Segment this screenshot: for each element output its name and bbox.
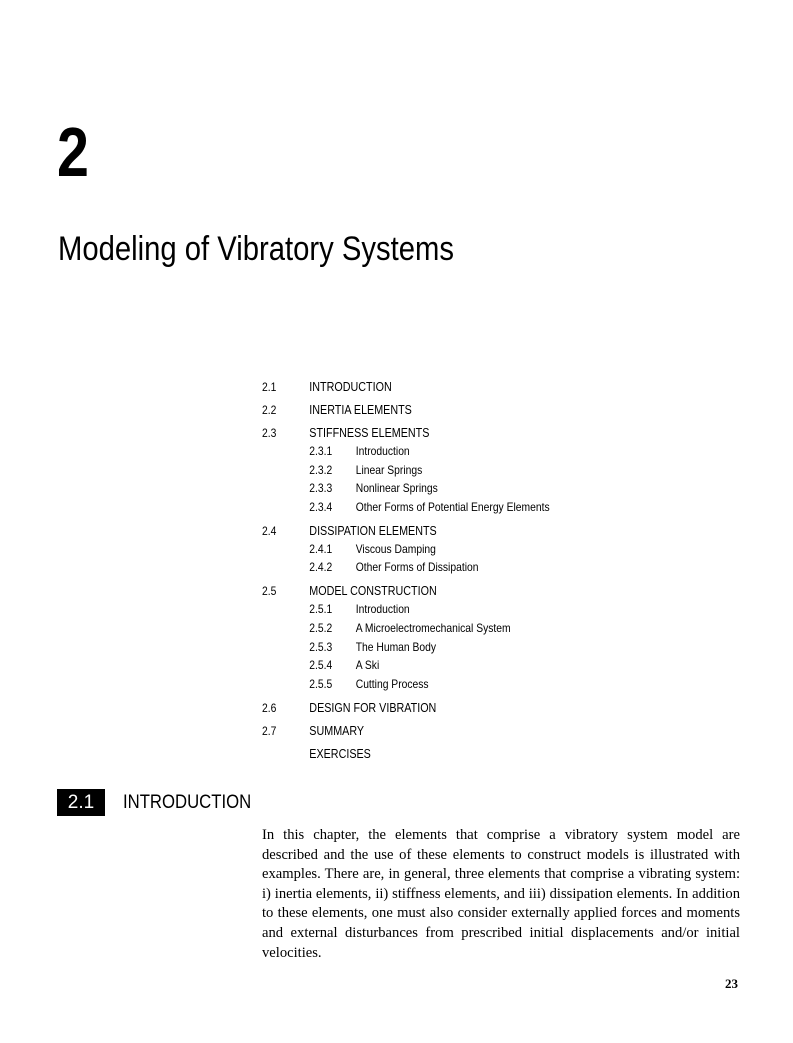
toc-entry-exercises[interactable]: [262, 745, 606, 763]
chapter-title: Modeling of Vibratory Systems: [58, 230, 455, 268]
toc-entry-label: DESIGN FOR VIBRATION: [309, 700, 437, 715]
toc-subentry-number: 2.3.4: [309, 500, 333, 515]
toc-entry-2-2[interactable]: [262, 401, 606, 419]
toc-entry-label: EXERCISES: [309, 746, 371, 761]
toc-entry-number: 2.3: [262, 426, 277, 440]
toc-entry-number: 2.5: [262, 584, 277, 599]
toc-entry-2-3[interactable]: [262, 424, 606, 442]
page-number: 23: [725, 976, 738, 991]
toc-entry-label: SUMMARY: [309, 723, 365, 738]
toc-entry-number: 2.1: [262, 380, 277, 394]
toc-subentry-2-5-1[interactable]: [262, 600, 606, 619]
section-title: INTRODUCTION: [123, 792, 252, 813]
toc-subentry-2-5-4[interactable]: [262, 656, 606, 675]
table-of-contents: [262, 378, 606, 763]
toc-subentry-label: Other Forms of Dissipation: [355, 560, 479, 575]
toc-subentry-label: Other Forms of Potential Energy Elements: [355, 500, 550, 515]
toc-entry-label: INTRODUCTION: [309, 380, 392, 394]
toc-subentry-label: A Microelectromechanical System: [355, 620, 511, 635]
toc-subentry-number: 2.3.2: [309, 462, 333, 477]
toc-subentry-number: 2.5.1: [309, 602, 333, 617]
toc-subentry-label: A Ski: [355, 658, 380, 673]
toc-subentry-number: 2.5.3: [309, 639, 333, 654]
toc-entry-label: MODEL CONSTRUCTION: [309, 584, 437, 599]
toc-subentry-2-5-3[interactable]: [262, 638, 606, 657]
toc-entry-number: 2.7: [262, 723, 277, 738]
toc-subentry-label: The Human Body: [355, 639, 437, 654]
toc-subentry-2-3-2[interactable]: [262, 461, 606, 480]
toc-entry-number: 2.6: [262, 700, 277, 715]
toc-subentry-2-5-2[interactable]: [262, 619, 606, 638]
section-number-badge: 2.1: [57, 789, 105, 816]
toc-subentry-number: 2.4.2: [309, 560, 333, 575]
toc-subentry-label: Cutting Process: [355, 676, 429, 691]
toc-subentry-2-3-1[interactable]: [262, 442, 606, 461]
toc-subentry-number: 2.5.4: [309, 658, 333, 673]
chapter-number: 2: [57, 113, 89, 191]
toc-subentry-2-4-1[interactable]: [262, 540, 606, 559]
toc-entry-2-7[interactable]: [262, 722, 606, 740]
toc-subentry-2-3-3[interactable]: [262, 479, 606, 498]
toc-subentry-2-3-4[interactable]: [262, 498, 606, 517]
toc-subentry-label: Viscous Damping: [355, 541, 436, 556]
toc-subentry-label: Nonlinear Springs: [355, 481, 438, 496]
toc-subentry-2-5-5[interactable]: [262, 675, 606, 694]
toc-entry-label: INERTIA ELEMENTS: [309, 403, 412, 417]
body-paragraph: In this chapter, the elements that comprise a vibratory system model are described and the use of these elements to construct models is illustrated with examples. There are, in general, three elements that comprise a vibrating system: i) inertia elements, ii) stiffness elements, and iii) dissipation elements. In addition to these elements, one must also consider externally applied forces and moments and external disturbances from prescribed initial displacements and/or initial velocities.: [262, 827, 740, 961]
toc-subentry-label: Linear Springs: [355, 462, 423, 477]
toc-entry-2-1[interactable]: [262, 378, 606, 396]
toc-subentry-number: 2.3.1: [309, 444, 333, 458]
toc-subentry-2-4-2[interactable]: [262, 558, 606, 577]
toc-subentry-number: 2.4.1: [309, 541, 333, 556]
toc-entry-label: STIFFNESS ELEMENTS: [309, 426, 430, 440]
toc-entry-label: DISSIPATION ELEMENTS: [309, 523, 437, 538]
toc-entry-2-4[interactable]: [262, 522, 606, 540]
toc-entry-2-5[interactable]: [262, 582, 606, 600]
toc-subentry-number: 2.5.5: [309, 676, 333, 691]
toc-entry-number: 2.2: [262, 403, 277, 417]
toc-subentry-number: 2.5.2: [309, 620, 333, 635]
toc-entry-2-6[interactable]: [262, 699, 606, 717]
toc-subentry-number: 2.3.3: [309, 481, 333, 496]
toc-entry-number: 2.4: [262, 523, 277, 538]
toc-subentry-label: Introduction: [355, 602, 410, 617]
toc-subentry-label: Introduction: [355, 444, 410, 458]
